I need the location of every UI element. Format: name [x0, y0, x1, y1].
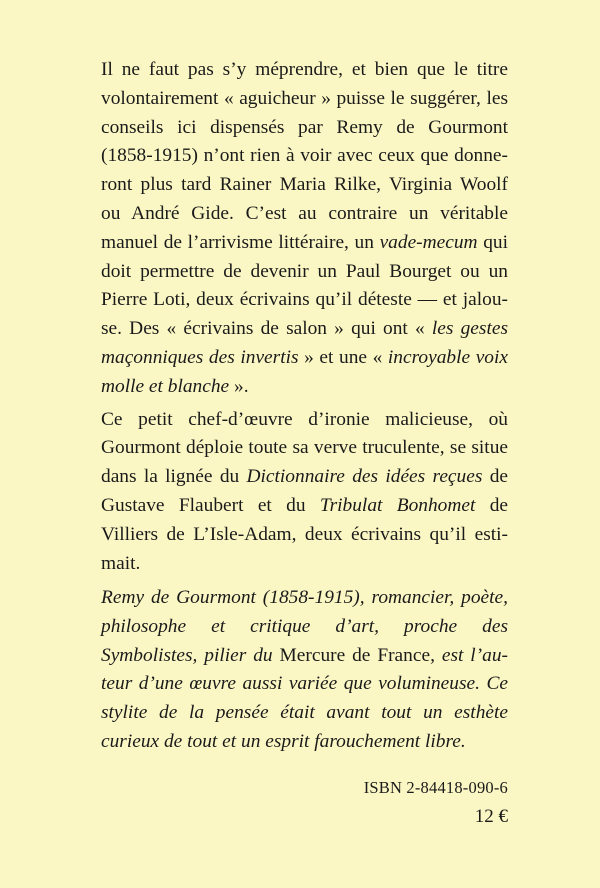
- isbn-number: ISBN 2-84418-090-6: [363, 778, 508, 797]
- blurb-p1-italic-2: les gestes maçonniques des invertis: [101, 318, 509, 368]
- bio-text-2: , est l’auteur d’une œuvre aussi variée que volumineuse. Ce stylite de la pensée était avant tout un esthète curieux de tout et un esprit farouchement libre.: [101, 644, 508, 752]
- blurb-p1-text-1: Il ne faut pas s’y méprendre, et bien que le titre volontairement « aguicheur » puisse le suggérer, les conseils ici dispensés par Remy de Gourmont (1858-1915) n’ont rien à voir avec ceux que donneront plus tard Rainer Maria Rilke, Virginia Woolf ou André Gide. C’est au contraire un véritable manuel de l’arrivisme littéraire, un: [101, 59, 508, 253]
- author-bio: [101, 584, 508, 757]
- blurb-p1-text-4: ».: [229, 375, 249, 397]
- blurb-paragraph-1: [101, 56, 508, 402]
- blurb-p1-text-3: » et une «: [298, 346, 388, 368]
- blurb-paragraph-2: [101, 406, 508, 579]
- blurb-p2-text-1: Ce petit chef-d’œuvre d’ironie malicieuse, où Gourmont déploie toute sa verve truculente, se situe dans la lignée du: [101, 408, 508, 488]
- blurb-p1-italic-3: incroyable voix molle et blanche: [101, 346, 508, 397]
- bio-journal-name: Mercure de France: [279, 644, 431, 666]
- blurb-p1-text-2: qui doit permettre de devenir un Paul Bourget ou un Pierre Loti, deux écrivains qu’il déteste — et jalouse. Des « écrivains de salon » qui ont «: [101, 231, 508, 340]
- blurb-p2-italic-1: Dictionnaire des idées reçues: [246, 466, 483, 488]
- blurb-p1-italic-1: vade-mecum: [379, 231, 478, 253]
- blurb-p2-italic-2: Tribulat Bonhomet: [319, 494, 476, 516]
- book-blurb: [101, 56, 508, 578]
- price-label: 12 €: [474, 806, 508, 827]
- blurb-p2-text-3: de Villiers de L’Isle-Adam, deux écrivains qu’il estimait.: [101, 494, 508, 574]
- blurb-p2-text-2: de Gustave Flaubert et du: [101, 466, 508, 516]
- bio-text-1: Remy de Gourmont (1858-1915), romancier, poète, philosophe et critique d’art, proche des Symbolistes, pilier du: [101, 587, 508, 666]
